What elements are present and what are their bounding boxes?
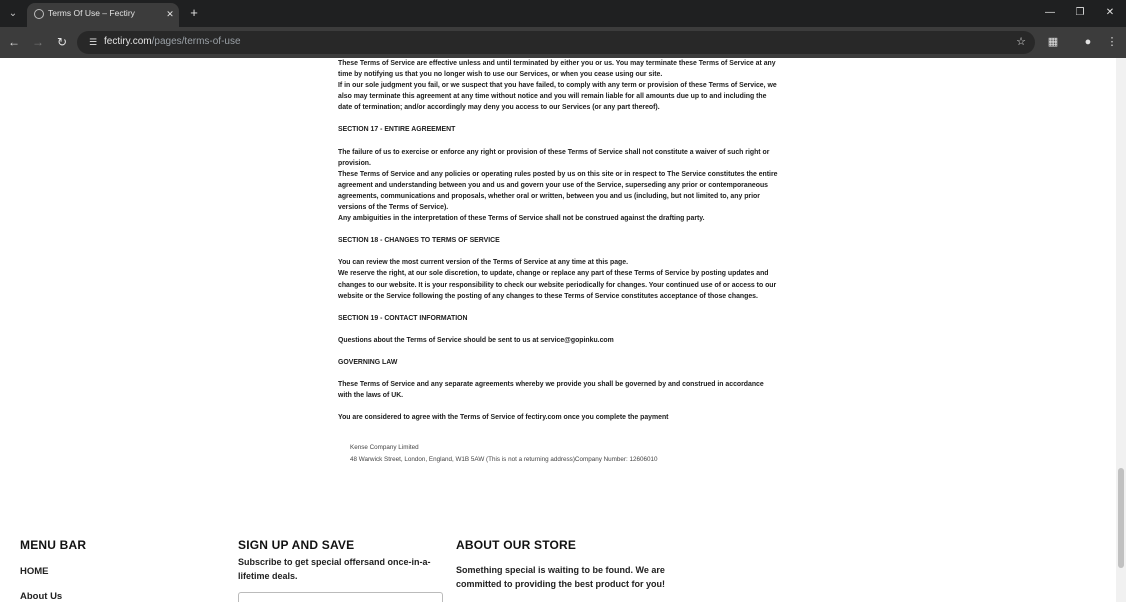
extensions-icon[interactable]: ▦: [1047, 36, 1059, 48]
globe-icon: [34, 9, 44, 19]
close-tab-icon[interactable]: ✕: [166, 9, 174, 19]
footer-link-about-us[interactable]: About Us: [20, 591, 63, 602]
tab-title: Terms Of Use – Fectiry: [48, 8, 135, 18]
footer-link-home[interactable]: HOME: [20, 566, 49, 577]
scrollbar-thumb[interactable]: [1118, 468, 1124, 568]
tab-search-button[interactable]: ⌄: [8, 8, 18, 19]
restore-icon[interactable]: ❐: [1075, 7, 1085, 18]
more-menu-icon[interactable]: ⋮: [1106, 36, 1118, 48]
section-heading: SECTION 19 - CONTACT INFORMATION: [338, 314, 468, 322]
terms-paragraph: You are considered to agree with the Terms of Service of fectiry.com once you complete the payment: [338, 414, 669, 422]
terms-paragraph: If in our sole judgment you fail, or we suspect that you have failed, to comply with any term or provision of these Terms of Service, we also may terminate this agreement at any time without notice and you will remain liable for all amounts due up to and including the date of termination; and/or accordingly may deny you access to our Services (or any part thereof).: [338, 82, 777, 112]
signup-title: SIGN UP AND SAVE: [238, 538, 355, 552]
company-info: [350, 442, 658, 466]
section-heading: GOVERNING LAW: [338, 358, 398, 366]
newsletter-email-input[interactable]: [238, 592, 443, 602]
site-footer: [0, 528, 1116, 602]
url-host: fectiry.com: [104, 36, 152, 47]
back-arrow-icon[interactable]: ←: [8, 35, 20, 49]
page-viewport: [0, 58, 1116, 602]
url-text[interactable]: [104, 36, 241, 47]
section-heading: SECTION 17 - ENTIRE AGREEMENT: [338, 126, 456, 134]
terms-paragraph: Questions about the Terms of Service should be sent to us at service@gopinku.com: [338, 336, 614, 344]
terms-paragraph: These Terms of Service are effective unless and until terminated by either you or us. You may terminate these Terms of Service at any time by notifying us that you no longer wish to use our Services, or when you cease using our site.: [338, 60, 776, 79]
tab-strip: [0, 0, 1126, 27]
signup-text: Subscribe to get special offersand once-in-a-lifetime deals.: [238, 557, 431, 581]
close-window-icon[interactable]: ✕: [1105, 7, 1115, 18]
footer-about: [456, 538, 671, 591]
terms-paragraph: We reserve the right, at our sole discretion, to update, change or replace any part of these Terms of Service by posting updates and changes to our website. It is your responsibility to check our website periodically for changes. Your continued use of or access to our website or the Service following the posting of any changes to these Terms of Service constitutes acceptance of those changes.: [338, 270, 777, 300]
url-path: /pages/terms-of-use: [151, 36, 241, 47]
footer-menu: [20, 538, 200, 602]
tab-terms-of-use[interactable]: [27, 3, 179, 27]
address-bar[interactable]: [77, 31, 1035, 54]
company-address: 48 Warwick Street, London, England, W1B 5AW (This is not a returning address)Company Number: 12606010: [350, 456, 658, 463]
footer-signup: [238, 538, 443, 583]
reload-icon[interactable]: ↻: [56, 35, 68, 49]
browser-toolbar: [0, 27, 1126, 58]
site-info-icon[interactable]: ☰: [88, 37, 98, 47]
terms-paragraph: These Terms of Service and any policies or operating rules posted by us on this site or in respect to The Service constitutes the entire agreement and understanding between you and us and govern your use of the Service, superseding any prior or contemporaneous agreements, communications and proposals, whether oral or written, between you and us (including, but not limited to, any prior versions of the Terms of Service).: [338, 170, 778, 212]
minimize-icon[interactable]: —: [1045, 7, 1055, 18]
section-heading: SECTION 18 - CHANGES TO TERMS OF SERVICE: [338, 237, 500, 245]
forward-arrow-icon[interactable]: →: [32, 35, 44, 49]
terms-paragraph: The failure of us to exercise or enforce any right or provision of these Terms of Service shall not constitute a waiver of such right or provision.: [338, 148, 770, 167]
terms-paragraph: These Terms of Service and any separate agreements whereby we provide you shall be governed by and construed in accordance with the laws of UK.: [338, 380, 764, 400]
company-name: Kense Company Limited: [350, 444, 419, 451]
terms-paragraph: Any ambiguities in the interpretation of these Terms of Service shall not be construed against the drafting party.: [338, 215, 705, 223]
terms-paragraph: You can review the most current version of the Terms of Service at any time at this page.: [338, 259, 629, 267]
page-scrollbar[interactable]: [1116, 58, 1126, 602]
about-text: Something special is waiting to be found. We are committed to providing the best product for you!: [456, 565, 665, 589]
bookmark-star-icon[interactable]: ☆: [1016, 36, 1026, 48]
about-title: ABOUT OUR STORE: [456, 538, 577, 552]
terms-content: [338, 58, 778, 423]
footer-menu-title: MENU BAR: [20, 538, 87, 552]
profile-icon[interactable]: ●: [1084, 36, 1092, 48]
new-tab-button[interactable]: +: [190, 5, 198, 20]
